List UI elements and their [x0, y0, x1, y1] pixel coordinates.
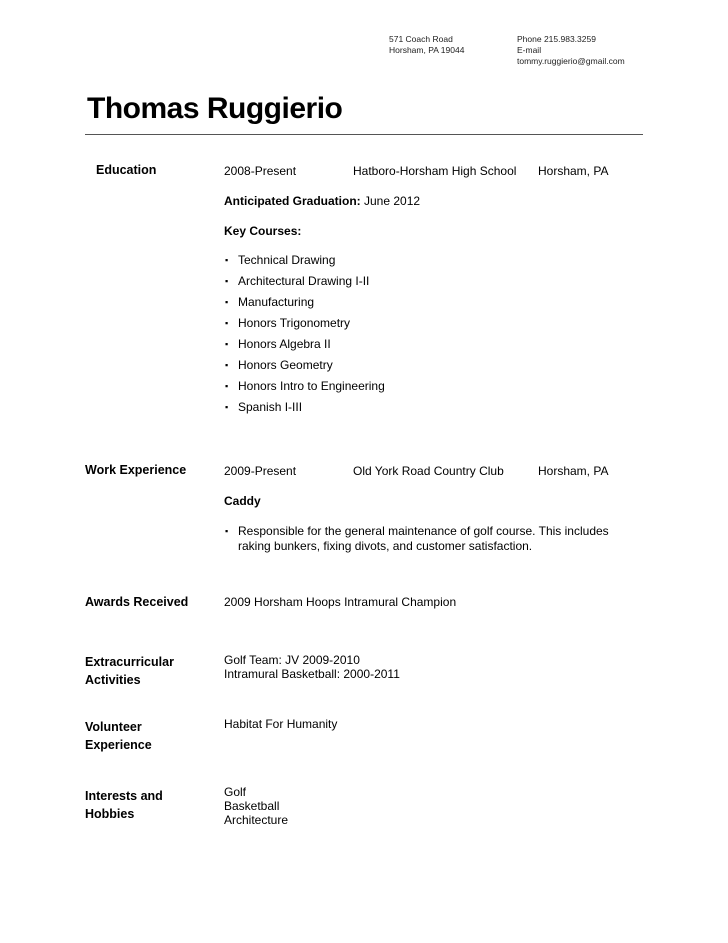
- bullet-icon: ▪: [225, 526, 229, 536]
- list-item: ▪ Honors Geometry: [225, 358, 385, 379]
- address-line-2: Horsham, PA 19044: [389, 45, 465, 55]
- list-item: ▪ Honors Intro to Engineering: [225, 379, 385, 400]
- work-dates: 2009-Present: [224, 464, 297, 478]
- graduation-label: Anticipated Graduation:: [224, 194, 361, 208]
- list-item: Intramural Basketball: 2000-2011: [224, 667, 400, 681]
- bullet-icon: ▪: [225, 276, 229, 286]
- bullet-icon: ▪: [225, 360, 229, 370]
- email: tommy.ruggierio@gmail.com: [517, 56, 625, 66]
- bullet-icon: ▪: [225, 381, 229, 391]
- graduation-value: June 2012: [360, 194, 421, 208]
- bullet-icon: ▪: [225, 297, 229, 307]
- extracurricular-heading: Extracurricular Activities: [85, 655, 174, 687]
- resume-name: Thomas Ruggierio: [87, 92, 343, 125]
- list-item: Golf: [224, 785, 247, 799]
- work-heading: Work Experience: [85, 463, 187, 477]
- courses-label: Key Courses:: [224, 224, 302, 238]
- education-heading: Education: [96, 163, 157, 177]
- bullet-icon: ▪: [225, 255, 229, 265]
- bullet-icon: ▪: [225, 318, 229, 328]
- course-list: [225, 253, 385, 421]
- list-item: ▪ Manufacturing: [225, 295, 385, 316]
- graduation-line: [224, 194, 420, 208]
- list-item: ▪ Honors Trigonometry: [225, 316, 385, 337]
- education-school: Hatboro-Horsham High School: [353, 164, 517, 178]
- bullet-icon: ▪: [225, 339, 229, 349]
- list-item: ▪ Spanish I-III: [225, 400, 385, 421]
- address-block: [389, 34, 464, 56]
- interests-list: [224, 785, 288, 827]
- work-title: Caddy: [224, 494, 261, 508]
- education-dates: 2008-Present: [224, 164, 297, 178]
- list-item: Architecture: [224, 813, 289, 827]
- list-item: ▪ Technical Drawing: [225, 253, 385, 274]
- contact-block: [517, 34, 625, 67]
- bullet-icon: ▪: [225, 402, 229, 412]
- interests-heading: Interests and Hobbies: [85, 789, 163, 821]
- extracurricular-list: [224, 653, 400, 681]
- list-item: ▪ Honors Algebra II: [225, 337, 385, 358]
- education-location: Horsham, PA: [538, 164, 609, 178]
- list-item: Basketball: [224, 799, 280, 813]
- work-duty: Responsible for the general maintenance of golf course. This includes raking bunkers, fixing divots, and customer satisfaction.: [238, 524, 609, 553]
- name-divider: [85, 134, 643, 135]
- phone: Phone 215.983.3259: [517, 34, 596, 44]
- address-line-1: 571 Coach Road: [389, 34, 453, 44]
- email-label: E-mail: [517, 45, 542, 55]
- work-employer: Old York Road Country Club: [353, 464, 504, 478]
- list-item: [225, 524, 630, 554]
- awards-heading: Awards Received: [85, 595, 189, 609]
- volunteer-item: Habitat For Humanity: [224, 717, 338, 731]
- list-item: Golf Team: JV 2009-2010: [224, 653, 360, 667]
- award-item: 2009 Horsham Hoops Intramural Champion: [224, 595, 457, 609]
- volunteer-heading: Volunteer Experience: [85, 720, 152, 752]
- work-location: Horsham, PA: [538, 464, 609, 478]
- list-item: ▪ Architectural Drawing I-II: [225, 274, 385, 295]
